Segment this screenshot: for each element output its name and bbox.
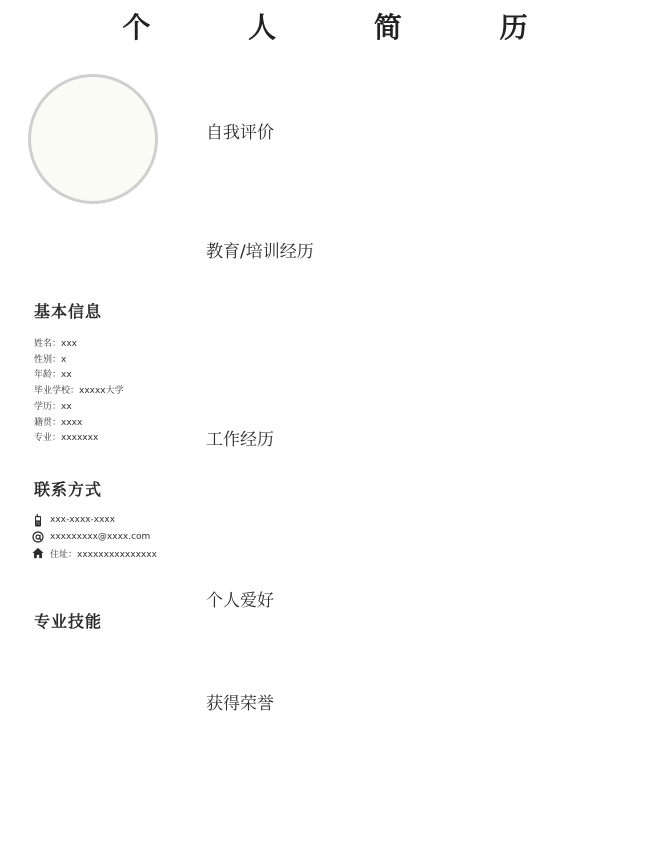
- basic-info-hometown: 籍贯：xxxx: [34, 417, 83, 428]
- education-heading: 教育/培训经历: [206, 242, 314, 262]
- home-icon: [32, 547, 44, 559]
- contact-address: [32, 545, 157, 562]
- contact-email-text: xxxxxxxxx@xxxx.com: [50, 531, 151, 542]
- at-sign-icon: [32, 531, 44, 543]
- basic-info-degree: 学历：xx: [34, 401, 72, 412]
- hobbies-heading: 个人爱好: [206, 591, 274, 611]
- basic-info-list: [34, 337, 124, 447]
- skills-heading: 专业技能: [34, 612, 103, 631]
- page-title: 个 人 简 历: [122, 11, 572, 44]
- mobile-phone-icon: [32, 514, 44, 526]
- contact-email: [32, 529, 157, 546]
- contact-heading: 联系方式: [34, 480, 103, 499]
- avatar-photo-placeholder: [28, 74, 158, 204]
- basic-info-heading: 基本信息: [34, 302, 103, 321]
- basic-info-gender: 性别：x: [34, 354, 67, 365]
- contact-phone: [32, 512, 157, 529]
- contact-phone-text: xxx-xxxx-xxxx: [50, 515, 116, 526]
- contact-list: [32, 512, 157, 562]
- contact-address-text: 住址：xxxxxxxxxxxxxxx: [50, 549, 157, 560]
- basic-info-name: 姓名：xxx: [34, 339, 77, 349]
- basic-info-school: 毕业学校：xxxxx大学: [34, 386, 124, 397]
- work-experience-heading: 工作经历: [206, 430, 274, 450]
- honors-heading: 获得荣誉: [206, 694, 274, 714]
- basic-info-age: 年龄：xx: [34, 370, 72, 381]
- self-evaluation-heading: 自我评价: [206, 123, 274, 143]
- basic-info-major: 专业：xxxxxxx: [34, 433, 99, 444]
